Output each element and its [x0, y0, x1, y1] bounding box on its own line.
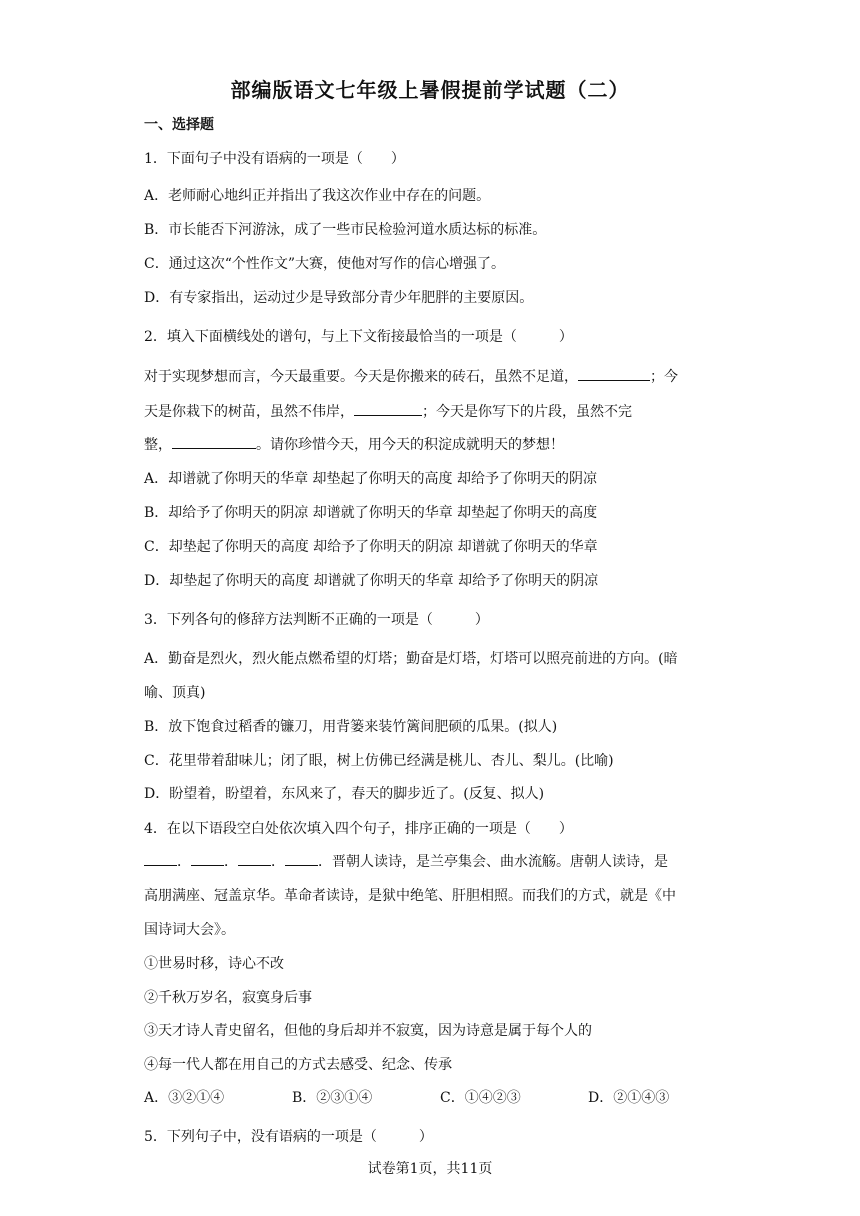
q4-option-a: A．③②①④	[144, 1090, 225, 1106]
q2-passage-text: 。请你珍惜今天，用今天的积淀成就明天的梦想！	[256, 437, 564, 453]
fill-blank	[238, 851, 271, 866]
q2-passage-text: 天是你栽下的树苗，虽然不伟岸，	[144, 404, 354, 420]
q1-option-c: C．通过这次“个性作文”大赛，使他对写作的信心增强了。	[144, 256, 506, 272]
page-footer: 试卷第1页，共11页	[367, 1161, 493, 1177]
fill-blank	[285, 851, 318, 866]
q2-stem: 2．填入下面横线处的谱句，与上下文衔接最恰当的一项是（ ）	[144, 329, 573, 345]
q1-stem: 1．下面句子中没有语病的一项是（ ）	[144, 151, 405, 167]
q1-option-a: A．老师耐心地纠正并指出了我这次作业中存在的问题。	[144, 188, 491, 204]
q4-option-c: C．①④②③	[440, 1090, 521, 1106]
q2-option-c: C．却垫起了你明天的高度 却给予了你明天的阴凉 却谱就了你明天的华章	[144, 539, 598, 555]
page-title: 部编版语文七年级上暑假提前学试题（二）	[230, 78, 630, 102]
q4-passage-text: ．晋朝人读诗，是兰亭集会、曲水流觞。唐朝人读诗，是	[318, 854, 668, 870]
q4-option-d: D．②①④③	[588, 1090, 670, 1106]
q1-option-b: B．市长能否下河游泳，成了一些市民检验河道水质达标的标准。	[144, 222, 547, 238]
q4-sentence-4: ④每一代人都在用自己的方式去感受、纪念、传承	[144, 1057, 452, 1073]
q1-option-d: D．有专家指出，运动过少是导致部分青少年肥胖的主要原因。	[144, 290, 534, 306]
section-heading: 一、选择题	[144, 117, 214, 133]
q3-option-a: A．勤奋是烈火，烈火能点燃希望的灯塔；勤奋是灯塔，灯塔可以照亮前进的方向。(暗	[144, 651, 678, 667]
q4-passage-line: 国诗词大会》。	[144, 922, 235, 938]
q2-passage-text: ；今天是你写下的片段，虽然不完	[422, 404, 632, 420]
q4-option-b: B．②③①④	[292, 1090, 373, 1106]
q4-sentence-3: ③天才诗人青史留名，但他的身后却并不寂寞，因为诗意是属于每个人的	[144, 1023, 592, 1039]
q2-passage-text: ；今	[650, 369, 678, 385]
q4-passage-line: ． ． ． ．晋朝人读诗，是兰亭集会、曲水流觞。唐朝人读诗，是	[144, 851, 668, 871]
q4-sentence-1: ①世易时移，诗心不改	[144, 956, 284, 972]
q3-option-d: D．盼望着，盼望着，东风来了，春天的脚步近了。(反复、拟人)	[144, 786, 545, 802]
q3-stem: 3．下列各句的修辞方法判断不正确的一项是（ ）	[144, 612, 489, 628]
q2-option-b: B．却给予了你明天的阴凉 却谱就了你明天的华章 却垫起了你明天的高度	[144, 505, 598, 521]
fill-blank	[172, 434, 256, 449]
q3-option-b: B．放下饱食过稻香的镰刀，用背篓来装竹篱间肥硕的瓜果。(拟人)	[144, 719, 558, 735]
q2-passage-text: 整，	[144, 437, 172, 453]
q3-option-a-continued: 喻、顶真)	[144, 685, 206, 701]
q2-option-d: D．却垫起了你明天的高度 却谱就了你明天的华章 却给予了你明天的阴凉	[144, 573, 599, 589]
fill-blank	[354, 401, 422, 416]
q4-stem: 4．在以下语段空白处依次填入四个句子，排序正确的一项是（ ）	[144, 821, 573, 837]
fill-blank	[144, 851, 177, 866]
q5-stem: 5．下列句子中，没有语病的一项是（ ）	[144, 1129, 433, 1145]
q2-passage-text: 对于实现梦想而言，今天最重要。今天是你搬来的砖石，虽然不足道，	[144, 369, 578, 385]
fill-blank	[191, 851, 224, 866]
q2-passage-line	[144, 434, 564, 454]
q4-passage-line: 高朋满座、冠盖京华。革命者读诗，是狱中绝笔、肝胆相照。而我们的方式，就是《中	[144, 888, 676, 904]
q4-options	[144, 1087, 736, 1107]
q4-sentence-2: ②千秋万岁名，寂寞身后事	[144, 990, 312, 1006]
q3-option-c: C．花里带着甜味儿；闭了眼，树上仿佛已经满是桃儿、杏儿、梨儿。(比喻)	[144, 753, 614, 769]
fill-blank	[578, 366, 650, 381]
q2-option-a: A．却谱就了你明天的华章 却垫起了你明天的高度 却给予了你明天的阴凉	[144, 471, 598, 487]
q2-passage-line	[144, 401, 632, 421]
q2-passage-line	[144, 366, 678, 386]
